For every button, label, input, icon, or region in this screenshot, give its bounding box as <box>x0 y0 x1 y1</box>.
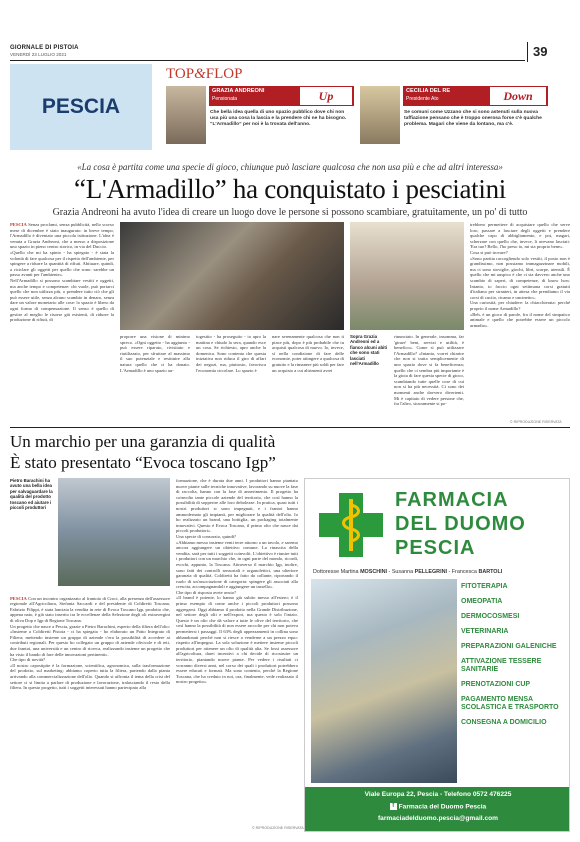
header-rule <box>10 60 525 61</box>
topflop-top: TOP <box>166 66 195 82</box>
article1-column-3: togestito - ha proseguito - io apro la mattina e chiudo la sera, quando esce un cosa. Se richiesto, apro anche la domenica. Sono contenta che questa iniziativa non riduca il giro di affari dei negozi, ma, piuttosto, favorisca l'economia circolare. Lo spazio è <box>196 334 266 373</box>
service-item: PRENOTAZIONI CUP <box>461 681 531 688</box>
down-comment: Se comuni come Uzzano che si sono astenuti sulla nuova taffiazione pensano che è troppo onerosa forse c'è qualche problema. Magari che viene da lontano, ma c'è. <box>404 110 542 128</box>
article1-col1-text: Senza proclami, senza pubblicità, nello scorso mese di dicembre è stato inaugurato: in breve tempo, l'Armadillo è diventato una piccola istituzione. L'idea è venuta a Grazia Andreoni, che a messo a disposizione uno spazio in pieno centro storico, in via del Duccio. «Quello che mi ha spinto - ha spiegato - è stata la volontà di fare qualcosa per il rispetto dell'ambiente, per spingere a ridurre la quantità di rifiuti. Abituare, quindi, a riciclare gli oggetti per quello che sono: sarebbe un passo avanti per l'ambiente». Nell'Armadillo si possono scambiare vestiti e oggetti, ma anche tempo e competenze: chi vuole, può portarci quello che non utilizza più, o prendere tutto ciò che gli può essere utile, senza alcuno scambio in denaro, senza dare un valore monetario alle cose: lo spazio è libero da ogni forma di compensazione. Il senso è quello di gestire al meglio le risorse già esistenti, di ridurre la produzione di rifiuti, di <box>10 222 114 323</box>
article2-byline: © RIPRODUZIONE RISERVATA <box>252 826 304 830</box>
up-role: Pensionata <box>212 96 238 102</box>
page-number: 39 <box>533 44 548 59</box>
up-badge: Up <box>300 87 352 105</box>
article1-column-6: trebbero permettere di acquistare quello che serve loro, passare a lasciare degli oggetti e prendere qualche capo di abbigliamento, e poi, magari, scherzare con quello che, invece, li avevano lasciati: 'Era tuo? Bello, l'ho preso io, mi sta proprio bene». Cosa si può trovare? «Sono partita raccogliendo solo vestiti, il posto non è grandissimo, non possiamo immagazzinare mobili, ma ci sono stoviglie, giochi, libri, scarpe, utensili. È quello che mi auspico è che ci sia davvero anche uno scambio di saperi, di competenze, di know how. Intanto, io faccio ogni settimana corsi gratuiti d'italiano per stranieri, in attesa che prendiamo il via corsi di cucito, ricamo e uncinetto». Una curiosità, per chiudere: la chiacchierata: perché proprio il nome Armadillo? «Beh, è un gioco di parole, fra il nome del simpatico animale e quello che potrebbe essere un piccolo armadio». <box>470 222 570 328</box>
facebook-icon: f <box>390 803 397 810</box>
issue-date: VENERDÌ 23 LUGLIO 2021 <box>10 52 67 57</box>
article1-photo-caption: Sopra Grazia Andreoni ed a fianco alcuni abiti che sono stati lasciati nell'Armadillo <box>350 334 388 367</box>
up-name: GRAZIA ANDREONI <box>212 88 265 94</box>
article1-column-1 <box>10 222 114 422</box>
article2-headline-2: È stato presentato “Evoca toscano Igp” <box>10 453 276 472</box>
grazia-andreoni-portrait <box>166 86 206 144</box>
facebook-label: Farmacia del Duomo Pescia <box>398 803 487 811</box>
article1-column-5: rinunciato. In generale, insomma, far 'girare' beni, servizi e utilità, è benefico». Come si può utilizzare l'Armadillo? «Intanto, vorrei chiarire che non si tratta semplicemente di uno spazio dove si fa beneficenza; quello che ci sembra più importante è la gioia di fare questa specie di gioco, scambiando tutte quelle cose di cui non si ha più necessità. Ci sono dei momenti anche davvero divertenti. Mi è capitato di vedere persone che, fra l'altro, sicuramente si po- <box>394 334 464 407</box>
article2-column-1 <box>10 590 170 830</box>
pharmacy-name-1: FARMACIA <box>395 489 509 511</box>
topflop-flop: FLOP <box>205 66 243 82</box>
doctor2-first: Susanna <box>391 569 414 575</box>
article2-photo-caption: Pietro Barachini ha avuto una bella idea per salvaguardare la qualità del prodotto toscano ed aiutare i piccoli produttori <box>10 478 53 511</box>
pharmacy-address: Viale Europa 22, Pescia - Telefono 0572 476225 <box>364 791 512 798</box>
article1-column-4: nare serenamente qualcosa che non ti piace più, dopo è più probabile che tu acquisti qualcosa di nuovo. Io, invece, sì nella condizione di fare delle economie, poter attingere a qualcosa di gratuito e la rimanere più soldi per fare un acquisto a cui altrimenti avrei <box>272 334 344 373</box>
services-list <box>461 583 567 727</box>
article1-column-2: proporre una visione di minimo spreco. «Ogni oggetto - ha aggiunto - può essere riparato, rivisitato e riutilizzato, per sfruttare al massimo il suo potenziale e restituire alla natura quello che ci ha donato. L'Armadillo è uno spazio au- <box>120 334 190 373</box>
pharmacy-ad <box>304 478 570 832</box>
pharmacy-interior-photo <box>311 579 457 783</box>
pharmacy-name-3: PESCIA <box>395 537 476 559</box>
article2-col1-text: Con un incontro organizzato al frantoio di Croci, alla presenza dell'assessore regionale all'Agricoltura, Stefania Saccardi e del presidente di Coldiretti Toscana, Fabrizio Filippi, è stata lanciata la vendita in rete di Evoca Toscano Igp, prodotto che, appena nato, è già stato inserito tra le eccellenze della Selezione degli oli extravergini di oliva Dop e Igp di Regione Toscana. Un progetto che nasce a Pescia, grazie a Pietro Barachini, esperto della filiera dell'olio: «Insieme a Coldiretti Pistoia - ci ha spiegato - ho elaborato un Patto Integrato di Filiera; mettendo insieme un gruppo di aziende c'era la possibilità di accedere ai contributi regionali. Per questo ho collegato un gruppo di aziende olivicole e di reti, due frantoi, una università e un centro di ricerca, realizzando insieme un progetto che ha visto il bando di fare delle innovazioni pertinenti». Che tipo di novità? «Il nostro capostipite è la formazione, scientifica, agronomica, sulla trasformazione del prodotto, sul marketing: abbiamo coperto tutta la filiera, partendo dalla pianta arrivando alla commercializzazione dell'olio. Quando si affronta il tema della crisi del settore ci si limita a parlare di produzione e lavorazione, tralasciando il resto della filiera. In questo progetto, tutti i soggetti interessati hanno partecipato alla <box>10 595 170 691</box>
doctor3-first: Francesca <box>451 569 477 575</box>
doctor1-first: Martina <box>340 569 359 575</box>
article1-kicker: «La cosa è partita come una specie di gioco, chiunque può lasciare qualcosa che non usa più e che ad altri interessa» <box>77 162 503 172</box>
section-label: PESCIA <box>10 64 152 150</box>
doctor1-last: MOSCHINI <box>360 569 388 575</box>
doctor3-last: BARTOLI <box>478 569 503 575</box>
article2-dateline: PESCIA <box>10 595 27 601</box>
up-comment: Che bella idea quella di uno spazio pubblico dove chi non usa più una cosa la lascia e la prendere chi ne ha bisogno. “L'Armadillo” per noi è la trovata dell'anno. <box>210 110 347 128</box>
service-item: VETERINARIA <box>461 628 509 635</box>
cecilia-del-re-portrait <box>360 86 400 144</box>
pharmacy-doctors: Dottoresse Martina MOSCHINI - Susanna PELLEGRINI - Francesca BARTOLI <box>313 569 503 575</box>
pietro-barachini-photo <box>58 478 170 586</box>
service-item: PAGAMENTO MENSA SCOLASTICA E TRASPORTO <box>461 696 559 711</box>
service-item: PREPARAZIONI GALENICHE <box>461 643 557 650</box>
service-item: FITOTERAPIA <box>461 583 508 590</box>
article1-deck: Grazia Andreoni ha avuto l'idea di creare un luogo dove le persone si possono scambiare, gratuitamente, un po' di tutto <box>52 207 528 218</box>
down-role: Presidente Ato <box>406 96 439 102</box>
article1-headline: “L'Armadillo” ha conquistato i pesciatini <box>74 174 506 204</box>
down-name: CECILIA DEL RE <box>406 88 451 94</box>
service-item: OMEOPATIA <box>461 598 503 605</box>
article2-column-2: formazione, che è durata due anni. I produttori hanno piantato nuove piante sulle tecniche innovative, lavorando su nuove la fase di raccolta, hanno con la fase di annerimento. Il progetto ha coinvolto tante piccole aziende del territorio, che così hanno la possibilità di sopperire alle loro debolezze. In pratica, quasi tutti i nostri produttori si sono impegnati, e i frantoi hanno ammodernato gli impianti, per migliorare la qualità dell'olio. Io ho realizzato un brand, una bottiglia, un packaging totalmente innovativi. Questo è Evoca Toscano, il primo olio che nasce dai piccoli produttori». Una specie di consorzio, quindi? «Abbiamo messo insieme venti terre attorno a un tavolo, e saremo ancora aggiungere un obiettivo comune. La rinascita della vendita, sarà per tutti i soggetti coinvolti. L'obiettivo è riunire tutti i produttori con un marchio che, in ogni parte del mondo, ricordi, evochi, appunto, la Toscana. Attraverso il marchio Igp, inoltre, sono fatti dei controlli sensoriali e organolettici, una ulteriore garanzia di qualità. Coldiretti ha fatto da collante, riportando il ruolo di un'associazione di categoria: spingere gli associati alla crescita, accompagnandoli e aggiungere un tassello». Che tipo di risposta avete avuto? «Il brand è potente, lo hanno già subito messo all'estero; è il primo esempio di come anche i piccoli produttori possono aggregarsi. Oggi abbiamo il prodotto nella Grande Distribuzione, nel settore degli olii e nell'export, ma questo è solo l'inizio. Questo è un olio che dà valore a tutte le olive del territorio, che così hanno la possibilità di non essere raccolte per chi non poteva permettersi i passaggi. Il 63% degli appezzamenti in collina sono abbandonati perché non si riesce a venderne a un prezzo equo: rispetto all'impegno. La sola soluzione è mettere insieme piccoli produttori per ottenere un olio di qualità alta. Se fossi assessore all'agricoltura, darei incentivi a chi decide di ricostruire un territorio, piantando nuove piante. Per vedere i risultati ci vorranno diversi anni, nel corso dei quali i produttori potrebbero essere educati e formati. Ma sono contento, perché la Regione Toscana, che ha creduto in noi, ora, finalmente, vede realizzato il nostro progetto». <box>176 478 298 685</box>
pharmacy-cross-logo <box>313 487 389 563</box>
pharmacy-facebook <box>305 803 570 810</box>
article1-dateline: PESCIA <box>10 222 27 227</box>
service-item: DERMOCOSMESI <box>461 613 520 620</box>
down-badge: Down <box>490 87 546 105</box>
topflop-title <box>166 66 242 83</box>
article1-byline: © RIPRODUZIONE RISERVATA <box>510 420 562 424</box>
page-number-divider <box>527 42 528 62</box>
doctor2-last: PELLEGRINI <box>414 569 447 575</box>
masthead: GIORNALE DI PISTOIA <box>10 45 79 51</box>
grazia-andreoni-photo <box>350 222 464 330</box>
pharmacy-name-2: DEL DUOMO <box>395 513 526 535</box>
service-item: CONSEGNA A DOMICILIO <box>461 719 547 726</box>
service-item: ATTIVAZIONE TESSERE SANITARIE <box>461 658 542 673</box>
pharmacy-email: farmaciadelduomo.pescia@gmail.com <box>377 815 499 822</box>
article-divider <box>10 427 570 428</box>
article2-headline-1: Un marchio per una garanzia di qualità <box>10 432 276 451</box>
topflop-amp: & <box>194 66 206 82</box>
doctors-prefix: Dottoresse <box>313 569 340 575</box>
armadillo-clothes-photo <box>120 222 344 330</box>
